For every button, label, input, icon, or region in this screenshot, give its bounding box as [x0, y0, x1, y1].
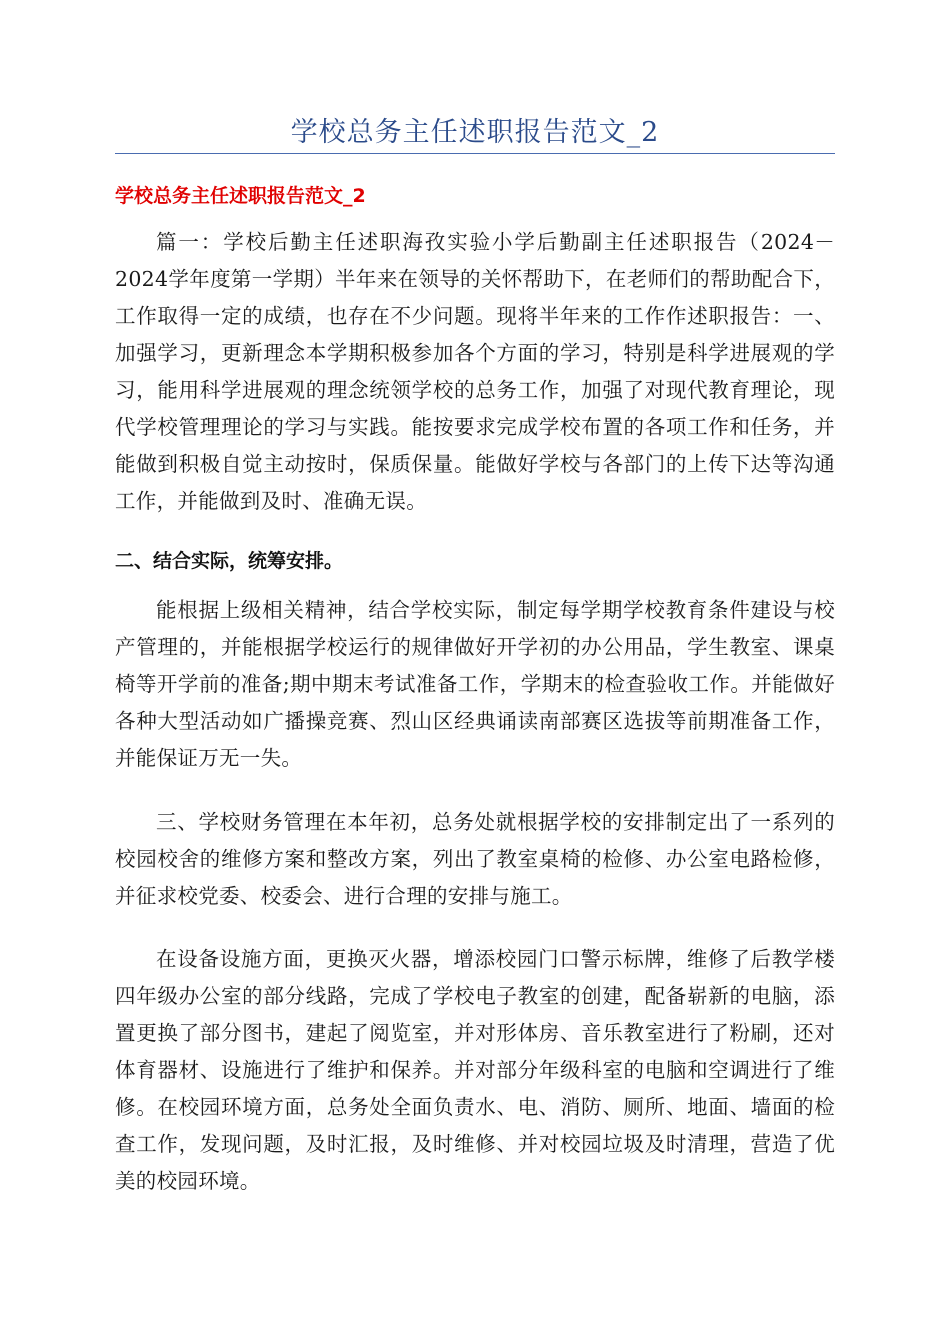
document-title: 学校总务主任述职报告范文_2 — [290, 117, 660, 148]
paragraph-3: 三、学校财务管理在本年初，总务处就根据学校的安排制定出了一系列的校园校舍的维修方案和整改方案，列出了教室桌椅的检修、办公室电路检修，并征求校党委、校委会、进行合理的安排与施工。 — [115, 810, 835, 908]
document-subtitle: 学校总务主任述职报告范文_2 — [115, 185, 366, 207]
title-underline — [115, 153, 835, 154]
paragraph-2: 能根据上级相关精神，结合学校实际，制定每学期学校教育条件建设与校产管理的，并能根据学校运行的规律做好开学初的办公用品，学生教室、课桌椅等开学前的准备;期中期末考试准备工作，学期末的检查验收工作。并能做好各种大型活动如广播操竞赛、烈山区经典诵读南部赛区选拔等前期准备工作，并能保证万无一失。 — [115, 598, 835, 770]
paragraph-4: 在设备设施方面，更换灭火器，增添校园门口警示标牌，维修了后教学楼四年级办公室的部分线路，完成了学校电子教室的创建，配备崭新的电脑，添置更换了部分图书，建起了阅览室，并对形体房、音乐教室进行了粉刷，还对体育器材、设施进行了维护和保养。并对部分年级科室的电脑和空调进行了维修。在校园环境方面，总务处全面负责水、电、消防、厕所、地面、墙面的检查工作，发现问题，及时汇报，及时维修、并对校园垃圾及时清理，营造了优美的校园环境。 — [115, 947, 835, 1193]
section-heading: 二、结合实际，统筹安排。 — [115, 550, 344, 572]
paragraph-1: 篇一：学校后勤主任述职海孜实验小学后勤副主任述职报告（2024－2024学年度第一学期）半年来在领导的关怀帮助下，在老师们的帮助配合下，工作取得一定的成绩，也存在不少问题。现将半年来的工作作述职报告：一、加强学习，更新理念本学期积极参加各个方面的学习，特别是科学进展观的学习，能用科学进展观的理念统领学校的总务工作，加强了对现代教育理论，现代学校管理理论的学习与实践。能按要求完成学校布置的各项工作和任务，并能做到积极自觉主动按时，保质保量。能做好学校与各部门的上传下达等沟通工作，并能做到及时、准确无误。 — [115, 230, 835, 513]
